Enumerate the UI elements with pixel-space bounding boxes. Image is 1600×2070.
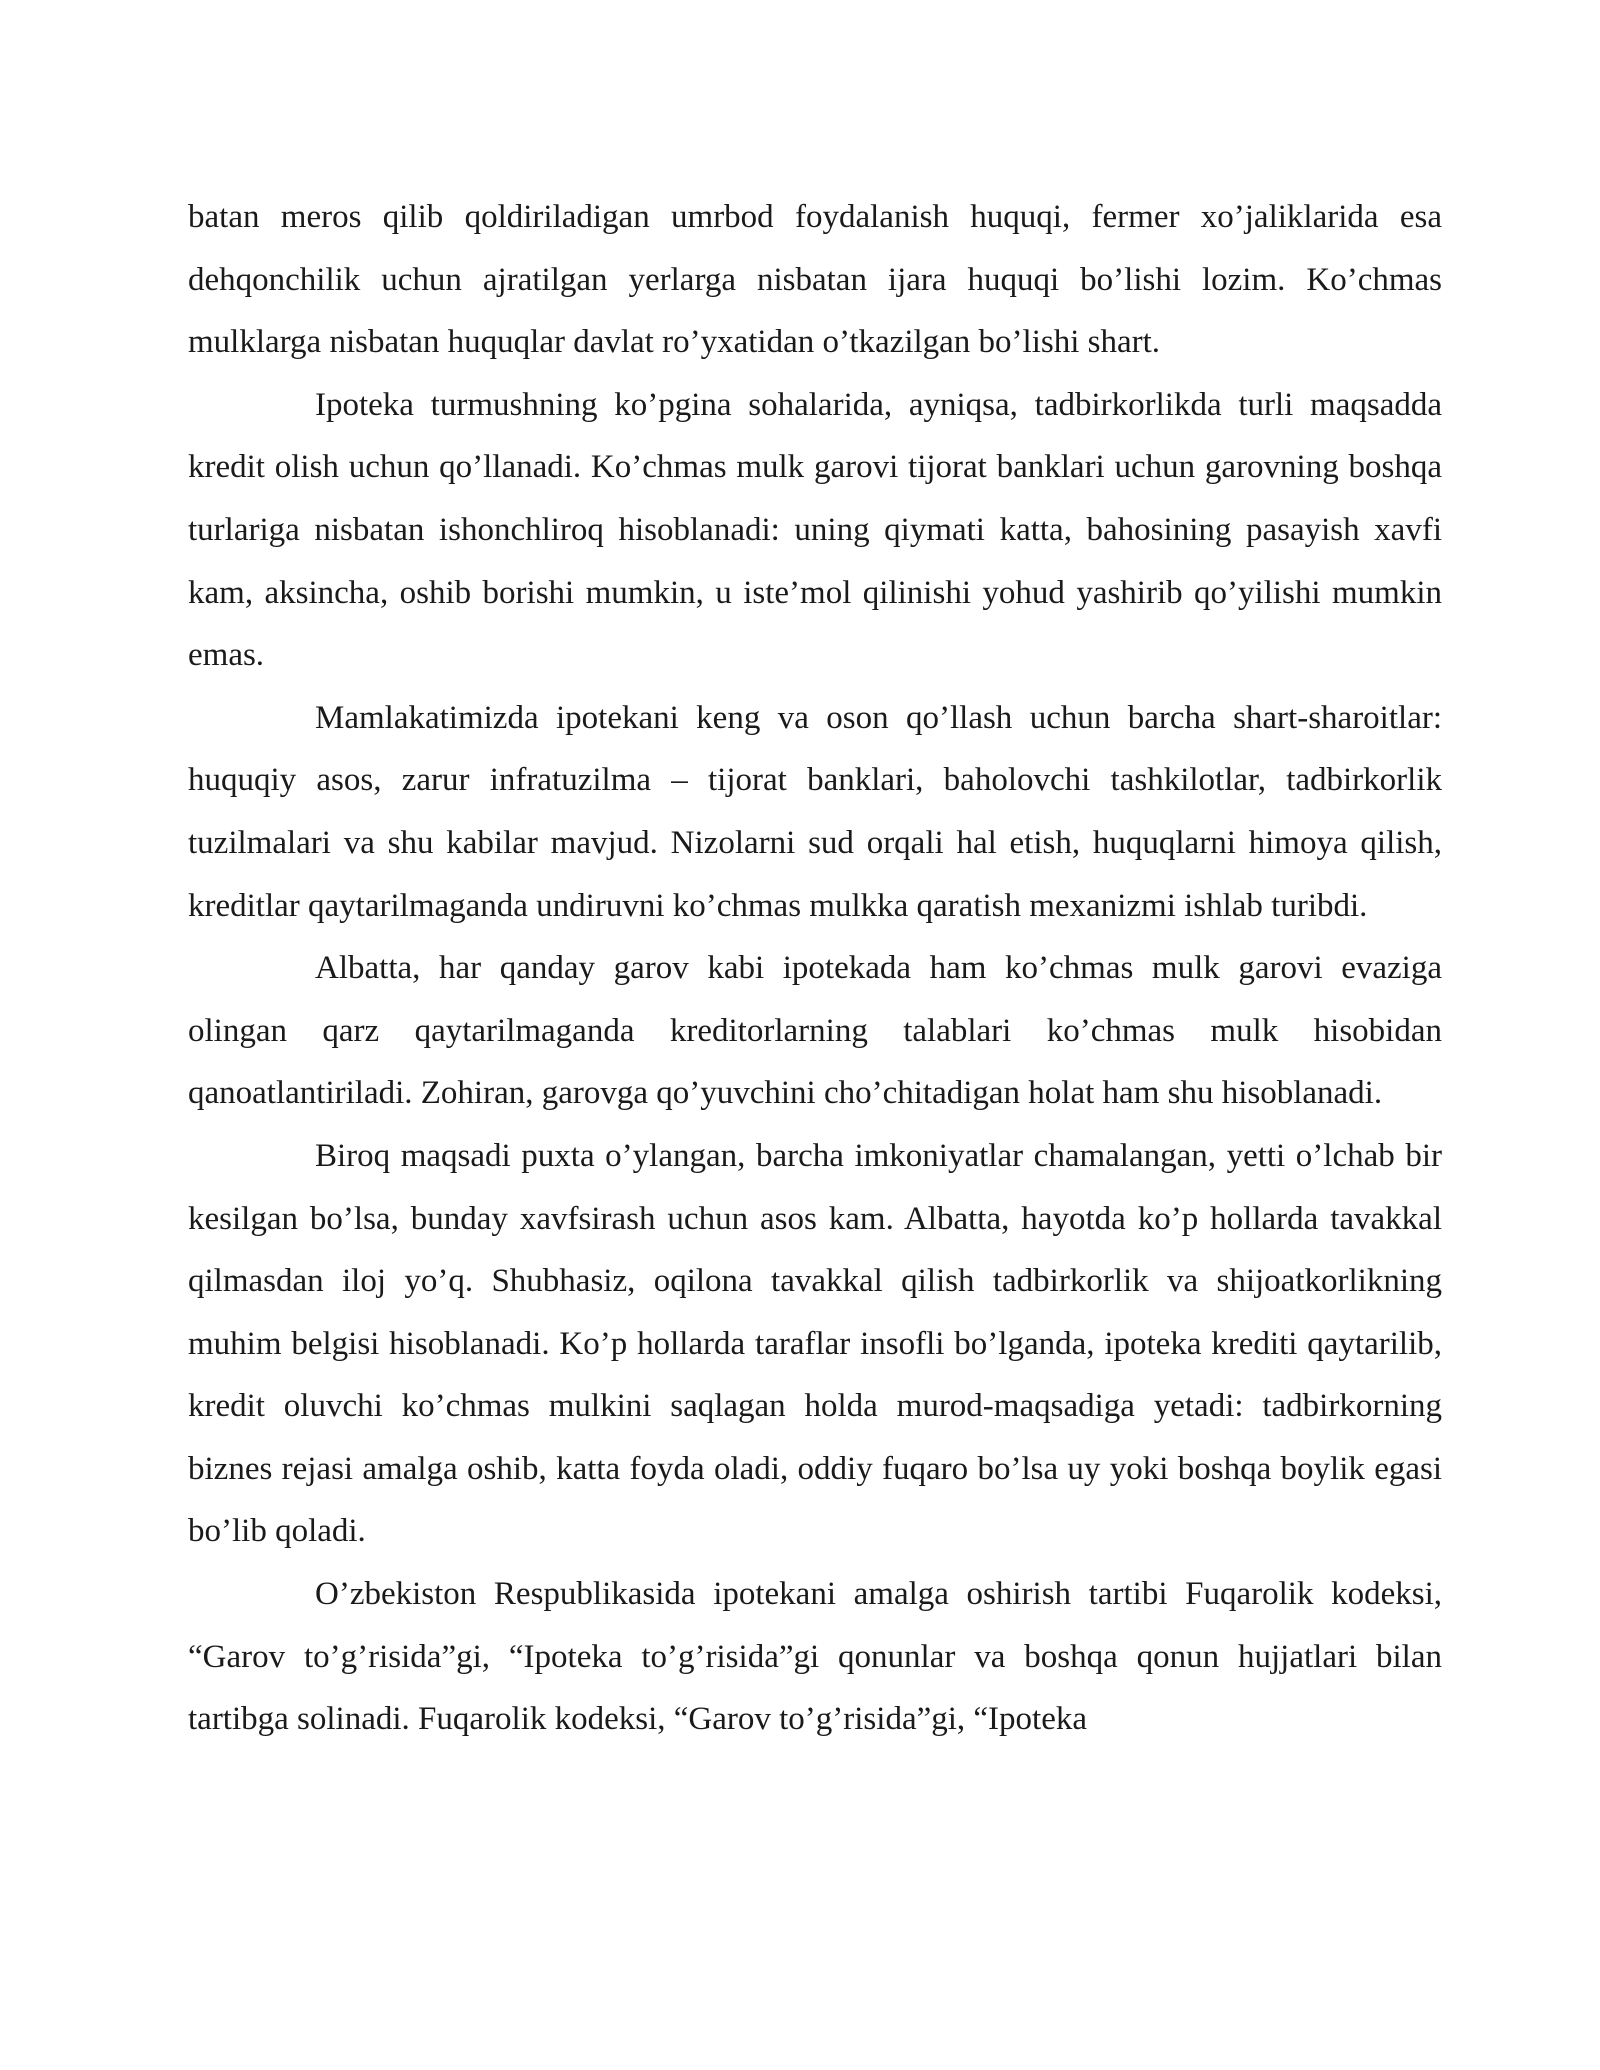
paragraph-ipoteka-usage: Ipoteka turmushning ko’pgina sohalarida, ayniqsa, tadbirkorlikda turli maqsadda kredit olish uchun qo’llanadi. Ko’chmas mulk garovi tijorat banklari uchun garovning boshqa turlariga nisbatan ishonchliroq hisoblanadi: uning qiymati katta, bahosining pasayish xavfi kam, aksincha, oshib borishi mumkin, u iste’mol qilinishi yohud yashirib qo’yilishi mumkin emas. (188, 386, 1442, 674)
paragraph-legislation: O’zbekiston Respublikasida ipotekani amalga oshirish tartibi Fuqarolik kodeksi, “Garov to’g’risida”gi, “Ipoteka to’g’risida”gi qonunlar va boshqa qonun hujjatlari bilan tartibga solinadi. Fuqarolik kodeksi, “Garov to’g’risida”gi, “Ipoteka (188, 1576, 1442, 1738)
paragraph-creditor-claims: Albatta, har qanday garov kabi ipotekada ham ko’chmas mulk garovi evaziga olingan qarz qaytarilmaganda kreditorlarning talablari ko’chmas mulk hisobidan qanoatlantiriladi. Zohiran, garovga qo’yuvchini cho’chitadigan holat ham shu hisoblanadi. (188, 950, 1442, 1112)
document-body (188, 186, 1442, 1751)
paragraph-risk: Biroq maqsadi puxta o’ylangan, barcha imkoniyatlar chamalangan, yetti o’lchab bir kesilgan bo’lsa, bunday xavfsirash uchun asos kam. Albatta, hayotda ko’p hollarda tavakkal qilmasdan iloj yo’q. Shubhasiz, oqilona tavakkal qilish tadbirkorlik va shijoatkorlikning muhim belgisi hisoblanadi. Ko’p hollarda taraflar insofli bo’lganda, ipoteka krediti qaytarilib, kredit oluvchi ko’chmas mulkini saqlagan holda murod-maqsadiga yetadi: tadbirkorning biznes rejasi amalga oshib, katta foyda oladi, oddiy fuqaro bo’lsa uy yoki boshqa boylik egasi bo’lib qoladi. (188, 1137, 1442, 1550)
paragraph-continuation: batan meros qilib qoldiriladigan umrbod foydalanish huquqi, fermer xo’jaliklarida esa dehqonchilik uchun ajratilgan yerlarga nisbatan ijara huquqi bo’lishi lozim. Ko’chmas mulklarga nisbatan huquqlar davlat ro’yxatidan o’tkazilgan bo’lishi shart. (188, 199, 1442, 361)
paragraph-conditions: Mamlakatimizda ipotekani keng va oson qo’llash uchun barcha shart-sharoitlar: huquqiy asos, zarur infratuzilma – tijorat banklari, baholovchi tashkilotlar, tadbirkorlik tuzilmalari va shu kabilar mavjud. Nizolarni sud orqali hal etish, huquqlarni himoya qilish, kreditlar qaytarilmaganda undiruvni ko’chmas mulkka qaratish mexanizmi ishlab turibdi. (188, 699, 1442, 924)
